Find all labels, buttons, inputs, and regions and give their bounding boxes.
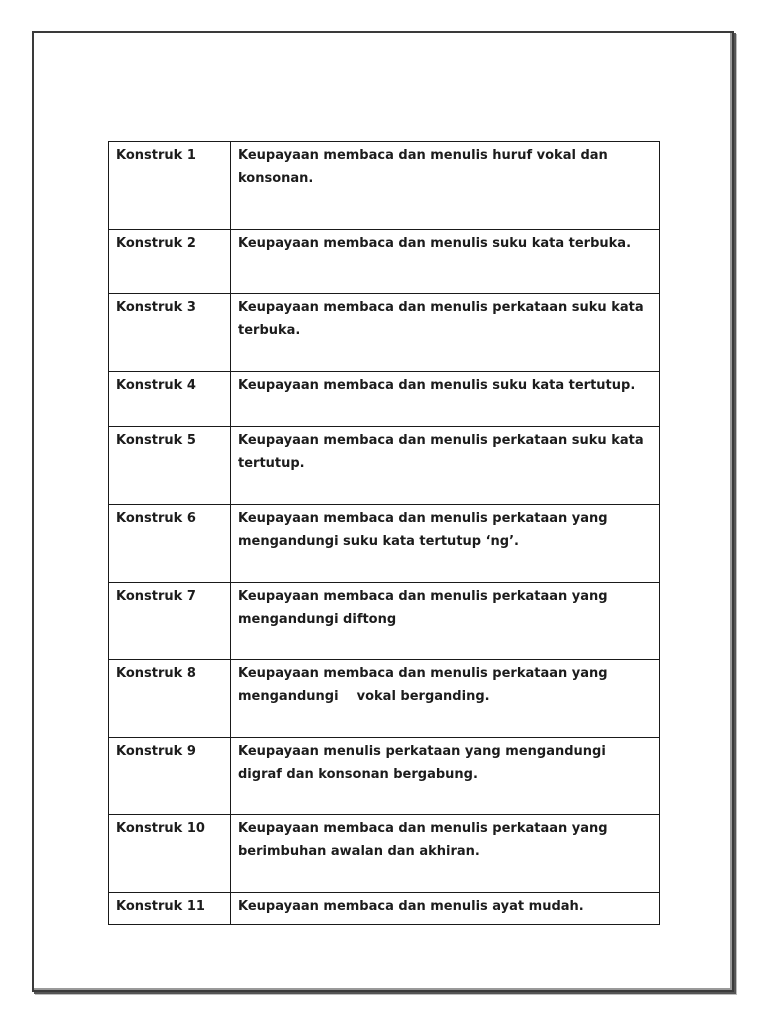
construct-description: Keupayaan menulis perkataan yang mengandungi digraf dan konsonan bergabung. (231, 738, 660, 815)
construct-description: Keupayaan membaca dan menulis perkataan suku kata terbuka. (231, 294, 660, 372)
table-row (109, 583, 660, 660)
construct-description: Keupayaan membaca dan menulis huruf vokal dan konsonan. (231, 142, 660, 230)
construct-description: Keupayaan membaca dan menulis perkataan yang berimbuhan awalan dan akhiran. (231, 815, 660, 893)
construct-description: Keupayaan membaca dan menulis perkataan yang mengandungi diftong (231, 583, 660, 660)
construct-label: Konstruk 4 (109, 372, 231, 427)
construct-label: Konstruk 2 (109, 230, 231, 294)
construct-label: Konstruk 11 (109, 893, 231, 925)
table-row (109, 372, 660, 427)
construct-label: Konstruk 6 (109, 505, 231, 583)
table-row (109, 893, 660, 925)
construct-label: Konstruk 8 (109, 660, 231, 738)
construct-label: Konstruk 3 (109, 294, 231, 372)
construct-description: Keupayaan membaca dan menulis suku kata tertutup. (231, 372, 660, 427)
table-row (109, 230, 660, 294)
table-row (109, 815, 660, 893)
construct-label: Konstruk 10 (109, 815, 231, 893)
table-row (109, 505, 660, 583)
construct-description: Keupayaan membaca dan menulis suku kata terbuka. (231, 230, 660, 294)
construct-table (108, 141, 660, 925)
construct-label: Konstruk 9 (109, 738, 231, 815)
table-row (109, 738, 660, 815)
construct-label: Konstruk 7 (109, 583, 231, 660)
table-row (109, 660, 660, 738)
construct-label: Konstruk 5 (109, 427, 231, 505)
table-row (109, 294, 660, 372)
construct-description: Keupayaan membaca dan menulis perkataan yang mengandungi vokal berganding. (231, 660, 660, 738)
table-row (109, 142, 660, 230)
construct-description: Keupayaan membaca dan menulis perkataan suku kata tertutup. (231, 427, 660, 505)
construct-label: Konstruk 1 (109, 142, 231, 230)
construct-description: Keupayaan membaca dan menulis ayat mudah. (231, 893, 660, 925)
table-row (109, 427, 660, 505)
construct-description: Keupayaan membaca dan menulis perkataan yang mengandungi suku kata tertutup ‘ng’. (231, 505, 660, 583)
